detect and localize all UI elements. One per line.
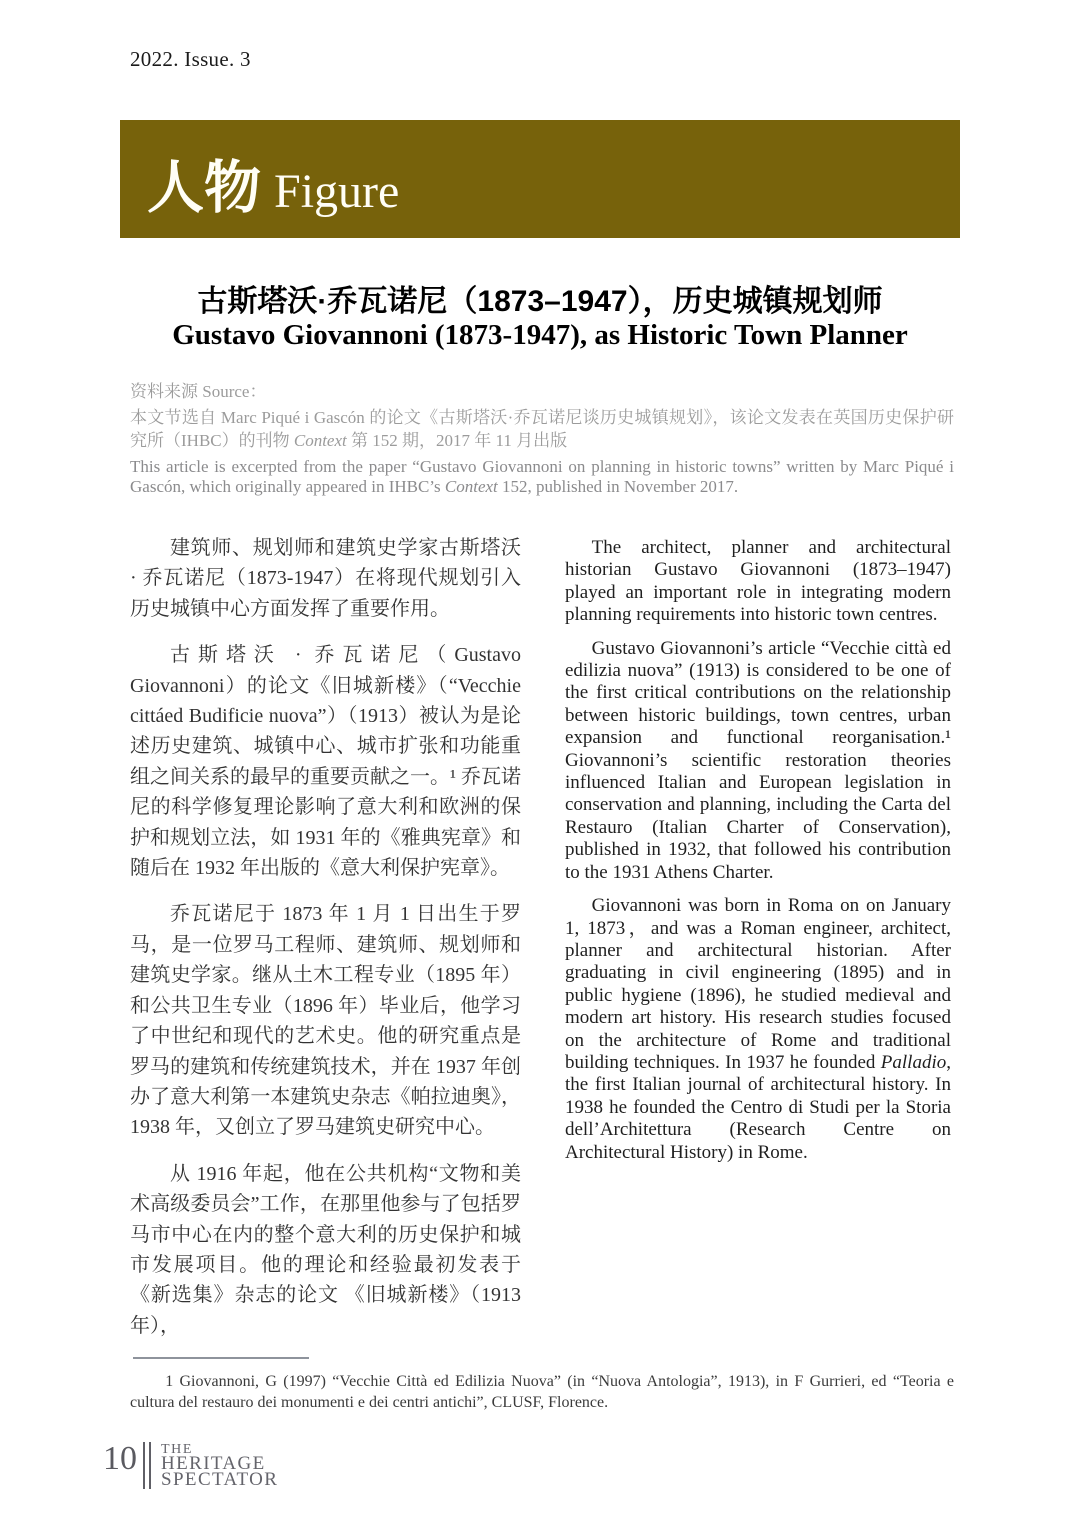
body-column-zh xyxy=(130,533,521,1357)
section-title-zh: 人物 xyxy=(147,157,261,220)
source-text-zh: 本文节选自 Marc Piqué i Gascón 的论文《古斯塔沃·乔瓦诺尼谈历史城镇规划》，该论文发表在英国历史保护研究所（IHBC）的刊物 Context 第 152 期，2017 年 11 月出版 xyxy=(130,408,954,450)
footnote-divider xyxy=(133,1357,309,1359)
section-title-en: Figure xyxy=(274,165,400,218)
logo-line-the: THE xyxy=(161,1442,194,1457)
magazine-logo xyxy=(161,1440,278,1488)
page-number: 10 xyxy=(103,1440,137,1477)
logo-line-spectator: SPECTATOR xyxy=(161,1469,279,1490)
footer-divider xyxy=(143,1442,151,1489)
article-title-en: Gustavo Giovannoni (1873-1947), as Historic Town Planner xyxy=(172,319,908,351)
body-paragraph: 从 1916 年起，他在公共机构“文物和美术高级委员会”工作，在那里他参与了包括罗马市中心在内的整个意大利的历史保护和城市发展项目。他的理论和经验最初发表于《新选集》杂志的论文 《旧城新楼》（1913 年）， xyxy=(130,1162,521,1337)
issue-label: 2022. Issue. 3 xyxy=(130,47,251,71)
body-paragraph: Giovannoni was born in Roma on on January 1, 1873，and was a Roman engineer, architect, planner and architectural historian. After graduating in civil engineering (1895) and in public hygiene (1896), he studied medieval and modern art history. His research studies focused on the architecture of Rome and traditional building techniques. In 1937 he founded Palladio, the first Italian journal of architectural history. In 1938 he founded the Centro di Studi per la Storia dell’Architettura (Research Centre on Architectural History) in Rome. xyxy=(565,895,951,1163)
source-text-en: This article is excerpted from the paper “Gustavo Giovannoni on planning in historic towns” written by Marc Piqué i Gascón, which originally appeared in IHBC’s Context 152, published in November 2017. xyxy=(130,457,954,496)
body-paragraph: 古斯塔沃 · 乔瓦诺尼（Gustavo Giovannoni）的论文《旧城新楼》（“Vecchie cittáed Budificie nuova”）（1913）被认为是论述历史建筑、城镇中心、城市扩张和功能重组之间关系的最早的重要贡献之一。¹ 乔瓦诺尼的科学修复理论影响了意大利和欧洲的保护和规划立法，如 1931 年的《雅典宪章》和随后在 1932 年出版的《意大利保护宪章》。 xyxy=(130,644,521,880)
body-paragraph: Gustavo Giovannoni’s article “Vecchie città ed edilizia nuova” (1913) is considered to be one of the first critical contributions on the relationship between historic buildings, town centres, urban expansion and functional reorganisation.¹ Giovannoni’s scientific restoration theories influenced Italian and European legislation in conservation and planning, including the Carta del Restauro (Italian Charter of Conservation), published in 1932, that followed his contribution to the 1931 Athens Charter. xyxy=(565,637,951,883)
article-title-zh: 古斯塔沃·乔瓦诺尼（1873–1947），历史城镇规划师 xyxy=(197,285,883,318)
section-banner xyxy=(120,120,960,238)
page-footer xyxy=(103,1440,278,1489)
body-column-en xyxy=(565,537,951,1175)
body-paragraph: 建筑师、规划师和建筑史学家古斯塔沃 · 乔瓦诺尼（1873-1947）在将现代规划引入历史城镇中心方面发挥了重要作用。 xyxy=(130,537,521,620)
body-paragraph: 乔瓦诺尼于 1873 年 1 月 1 日出生于罗马，是一位罗马工程师、建筑师、规划师和建筑史学家。继从土木工程专业（1895 年）和公共卫生专业（1896 年）毕业后，他学习了中世纪和现代的艺术史。他的研究重点是罗马的建筑和传统建筑技术，并在 1937 年创办了意大利第一本建筑史杂志《帕拉迪奥》，1938 年，又创立了罗马建筑史研究中心。 xyxy=(130,903,521,1139)
body-paragraph: The architect, planner and architectural historian Gustavo Giovannoni (1873–1947) played an important role in integrating modern planning requirements into historic town centres. xyxy=(565,537,951,626)
logo-line-heritage: HERITAGE xyxy=(161,1453,266,1474)
footnote-text: 1 Giovannoni, G (1997) “Vecchie Città ed Edilizia Nuova” (in “Nuova Antologia”, 1913), in F Gurrieri, ed “Teoria e cultura del restauro dei monumenti e dei centri antichi”, CLUSF, Florence. xyxy=(130,1373,954,1411)
source-label: 资料来源 Source： xyxy=(130,382,267,401)
